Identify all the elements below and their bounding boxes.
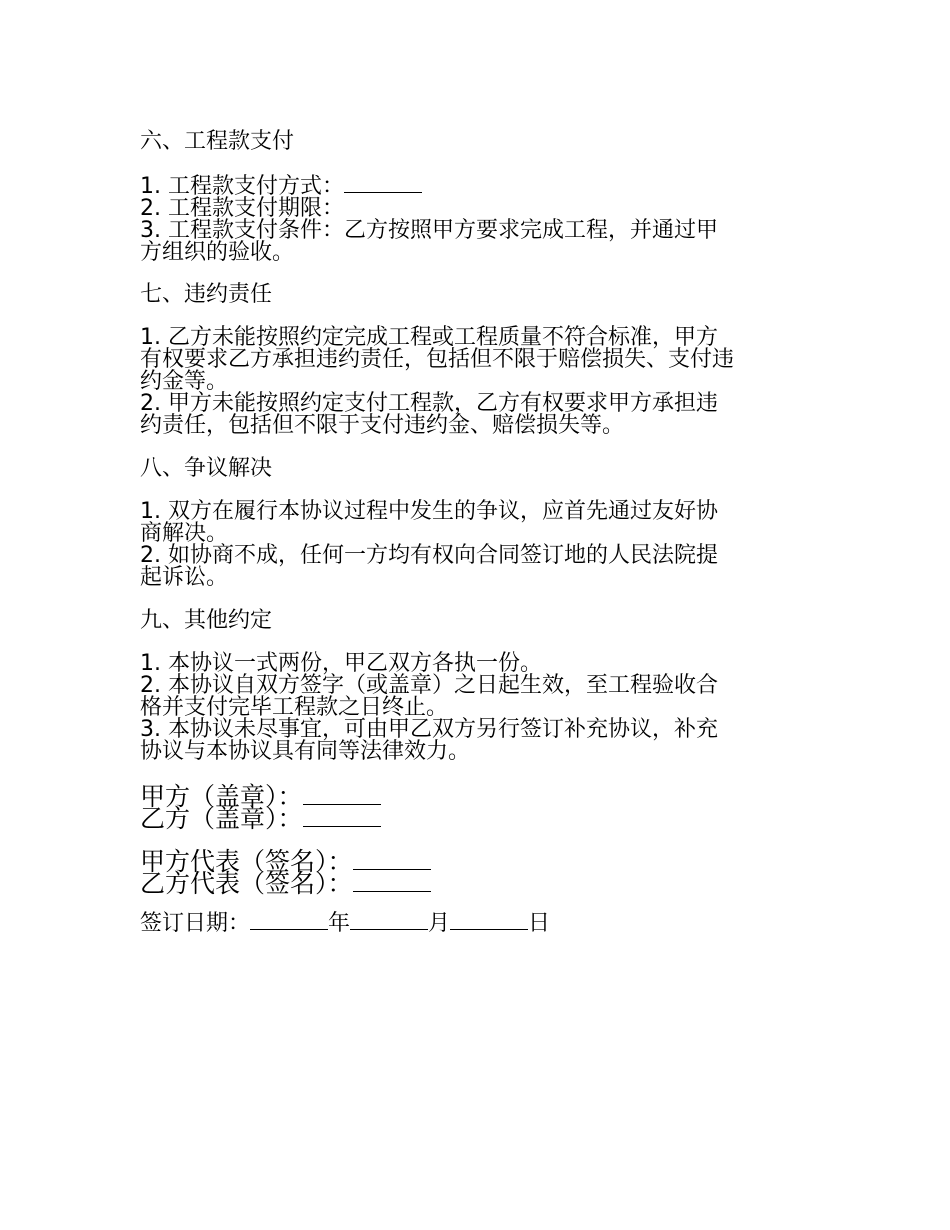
other-line-1: 1. 本协议一式两份，甲乙双方各执一份。 [140,651,542,676]
liability-line-4: 2. 甲方未能按照约定支付工程款，乙方有权要求甲方承担违 [140,391,718,416]
party-b-seal-line [140,804,381,833]
year-label: 年 [328,911,351,936]
signing-date-label: 签订日期： [140,911,251,936]
year-blank [250,913,328,930]
day-blank [450,913,528,930]
liability-line-1: 1. 乙方未能按照约定完成工程或工程质量不符合标准，甲方 [140,325,718,350]
payment-method-blank [344,176,422,193]
party-a-rep-label: 甲方代表（签名）： [140,847,353,876]
other-line-2: 2. 本协议自双方签字（或盖章）之日起生效，至工程验收合 [140,673,718,698]
other-line-4: 3. 本协议未尽事宜，可由甲乙双方另行签订补充协议，补充 [140,717,718,742]
party-b-rep-blank [353,875,431,892]
section-heading-other: 九、其他约定 [140,608,273,633]
payment-condition-line-1: 3. 工程款支付条件：乙方按照甲方要求完成工程，并通过甲 [140,218,718,243]
month-label: 月 [428,911,451,936]
section-heading-dispute: 八、争议解决 [140,456,273,481]
payment-method-line [140,176,422,198]
party-a-rep-blank [353,853,431,870]
payment-term-line [140,198,344,220]
other-line-5: 协议与本协议具有同等法律效力。 [140,739,471,764]
party-b-rep-line [140,869,431,898]
dispute-line-2: 商解决。 [140,521,229,546]
liability-line-3: 约金等。 [140,369,229,394]
payment-method-label: 1. 工程款支付方式： [140,174,344,199]
dispute-line-4: 起诉讼。 [140,565,229,590]
liability-line-5: 约责任，包括但不限于支付违约金、赔偿损失等。 [140,413,625,438]
section-heading-payment: 六、工程款支付 [140,129,295,154]
party-b-seal-blank [303,810,381,827]
other-line-3: 格并支付完毕工程款之日终止。 [140,695,449,720]
dispute-line-1: 1. 双方在履行本协议过程中发生的争议，应首先通过友好协 [140,499,718,524]
signing-date-line [140,910,550,938]
party-a-seal-blank [303,788,381,805]
section-heading-liability: 七、违约责任 [140,282,273,307]
liability-line-2: 有权要求乙方承担违约责任，包括但不限于赔偿损失、支付违 [140,347,735,372]
payment-term-label: 2. 工程款支付期限： [140,196,344,221]
day-label: 日 [528,911,551,936]
month-blank [350,913,428,930]
dispute-line-3: 2. 如协商不成，任何一方均有权向合同签订地的人民法院提 [140,543,718,568]
payment-condition-line-2: 方组织的验收。 [140,240,295,265]
party-b-seal-label: 乙方（盖章）： [140,804,303,833]
party-a-seal-label: 甲方（盖章）： [140,782,303,811]
party-b-rep-label: 乙方代表（签名）： [140,869,353,898]
